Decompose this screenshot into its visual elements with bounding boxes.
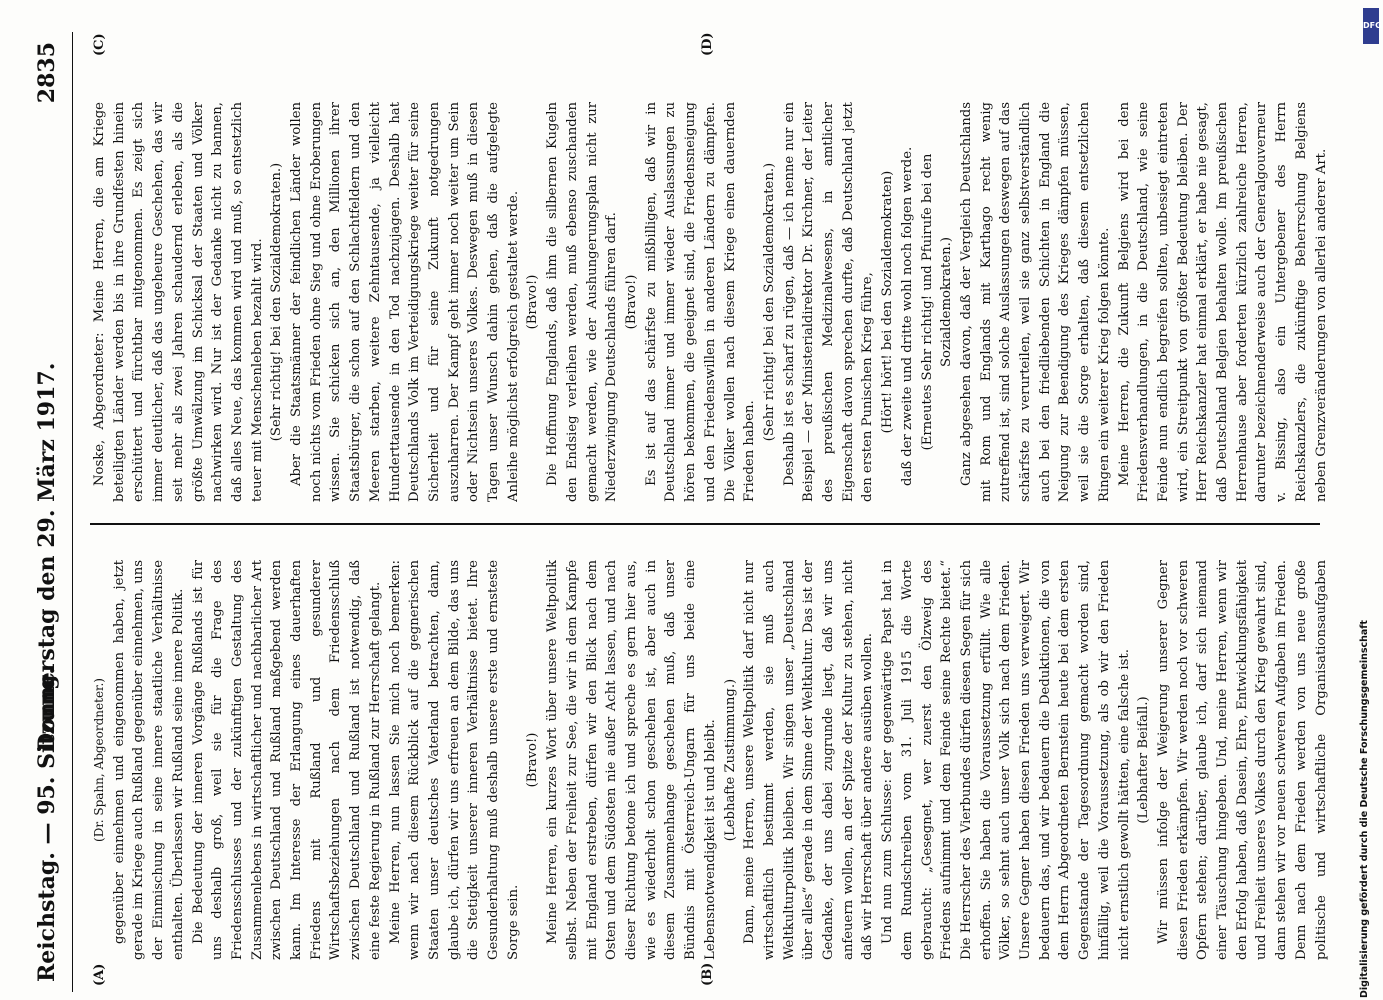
left-text-column bbox=[90, 560, 1330, 960]
rotated-sheet bbox=[8, 32, 1348, 992]
paragraph: Meine Herren, nun lassen Sie mich noch bemerken: wenn wir nach diesem Rückblick auf die gegnerischen Staaten unser deutsches Vaterland betrachten, dann, glaube ich, dürfen wir uns erfreuen an dem Bilde, das uns die Stetigkeit unserer inneren Verhältnisse bietet. Ihre Gesunderhaltung muß deshalb unsere erste und ernsteste Sorge sein. bbox=[387, 560, 521, 960]
interjection: (Bravo!) bbox=[623, 274, 639, 330]
interjection: (Sehr richtig! bei den Sozialdemokraten.) bbox=[761, 162, 777, 442]
paragraph: Meine Herren, ein kurzes Wort über unsere Weltpolitik selbst. Neben der Freiheit zur See, die wir in dem Kampfe mit England erstreben, dürfen wir den Blick nach dem Osten und dem Südosten nie außer Acht lassen, und nach dieser Richtung betone ich und spreche es gern hier aus, wie es wiederholt schon geschehen ist, aber auch in diesem Zusammenhange geschehen muß, daß unser Bündnis mit Österreich-Ungarn für uns beide eine Lebensnotwendigkeit ist und bleibt. bbox=[545, 560, 718, 960]
page-header bbox=[28, 32, 73, 992]
paragraph: Wir müssen infolge der Weigerung unserer Gegner diesen Frieden erkämpfen. Wir werden noch vor schweren Opfern stehen; darüber, glaube ich, darf sich niemand einer Täuschung hingeben. Und, meine Herren, wenn wir den Erfolg haben, daß Dasein, Ehre, Entwicklungsfähigkeit und Freiheit unseres Volkes durch den Krieg gewahrt sind, dann stehen wir vor neuen schweren Aufgaben im Frieden. Denn nach dem Frieden werden von uns neue große politische und wirtschaftliche Organisationsaufgaben bbox=[1155, 560, 1329, 960]
column-divider bbox=[90, 524, 1320, 526]
paragraph: Meine Herren, die Zukunft Belgiens wird bei den Friedensverhandlungen, in die Deutschland, wie seine Feinde nun endlich begreifen sollten, unbesiegt eintreten wird, ein Streitpunkt von größter Bedeutung bleiben. Der Herr Reichskanzler hat einmal erklärt, er habe nie gesagt, daß Deutschland Belgien behalten wolle. Im preußischen Herrenhause aber forderten kürzlich zahlreiche Herren, darunter bezeichnenderweise auch der Generalgouverneur v. Bissing, also ein Untergebener des Herrn Reichskanzlers, die zukünftige Beherrschung Belgiens neben Grenzveränderungen von allerlei anderer Art. bbox=[1116, 102, 1329, 502]
digitization-note bbox=[1359, 8, 1381, 998]
paragraph: Deshalb ist es scharf zu rügen, daß — ich nenne nur ein Beispiel — der Ministerialdirektor Dr. Kirchner, der Leiter des preußischen Medizinalwesens, in amtlicher Eigenschaft davon sprechen durfte, daß Deutschland jetzt den ersten Punischen Krieg führe, bbox=[781, 102, 876, 502]
paragraph: Dann, meine Herren, unsere Weltpolitik darf nicht nur wirtschaftlich bestimmt werden, sie muß auch Weltkulturpolitik bleiben. Wir singen unser „Deutschland über alles“ gerade in dem Sinne der Weltkultur. Das ist der Gedanke, der uns dabei zugrunde liegt, daß wir uns anfeuern wollen, an der Spitze der Kultur zu stehen, nicht daß wir Herrschaft über andere ausüben wollen. bbox=[742, 560, 876, 960]
right-text-column bbox=[90, 102, 1330, 502]
interjection: (Sehr richtig! bei den Sozialdemokraten.) bbox=[269, 162, 285, 442]
interjection: (Hört! hört! bei den Sozialdemokraten) bbox=[880, 170, 896, 434]
interjection: (Erneutes Sehr richtig! und Pfuirufe bei den Sozialdemokraten.) bbox=[919, 153, 955, 451]
digitization-note-text: Digitalisierung gefördert durch die Deutsche Forschungsgemeinschaft bbox=[1359, 620, 1370, 998]
interjection: (Lebhafter Beifall.) bbox=[1136, 696, 1152, 824]
paragraph: Die Hoffnung Englands, daß ihm die silbernen Kugeln den Endsieg verleihen werden, muß ebenso zuschanden gemacht werden, wie der Aushungerungsplan nicht zur Niederzwingung Deutschlands führen darf. bbox=[545, 102, 620, 502]
paragraph: Aber die Staatsmänner der feindlichen Länder wollen noch nichts vom Frieden ohne Sieg und ohne Eroberungen wissen. Sie schicken sich an, den Millionen ihrer Staatsbürger, die schon auf den Schlachtfeldern und den Meeren starben, weitere Zehntausende, ja vielleicht Hunderttausende in den Tod nachzujagen. Deshalb hat Deutschlands Volk im Verteidigungskriege weiter für seine Sicherheit und für seine Zukunft notgedrungen auszuharren. Der Kampf geht immer noch weiter um Sein oder Nichtsein unseres Volkes. Deswegen muß in diesen Tagen unser Wunsch dahin gehen, daß die aufgelegte Anleihe möglichst erfolgreich gestaltet werde. bbox=[289, 102, 521, 502]
speaker-note: (Dr. Spahn, Abgeordneter.) bbox=[92, 678, 106, 842]
paragraph: Und nun zum Schlusse: der gegenwärtige Papst hat in dem Rundschreiben vom 31. Juli 1915 die Worte gebraucht: „Gesegnet, wer zuerst den Ölzweig des Friedens aufnimmt und dem Feinde seine Rechte bietet.“ Die Herrscher des Vierbundes dürfen diesen Segen für sich erhoffen. Sie haben die Voraussetzung erfüllt. Wie alle Völker, so sehnt auch unser Volk sich nach dem Frieden. Unsere Gegner haben diesen Frieden uns verweigert. Wir bedauern das, und wir bedauern die Deduktionen, die von dem Herrn Abgeordneten Bernstein heute bei dem ersten Gegenstande der Tagesordnung gemacht worden sind, hinfällig, weil die Voraussetzung, als ob wir den Frieden nicht ernstlich gewollt hätten, eine falsche ist. bbox=[880, 560, 1132, 960]
margin-marker-d: (D) bbox=[700, 32, 715, 56]
paragraph: daß der zweite und dritte wohl noch folgen werde. bbox=[899, 146, 915, 486]
interjection: (Lebhafte Zustimmung.) bbox=[722, 678, 738, 842]
margin-marker-c: (C) bbox=[92, 33, 107, 56]
speaker-paragraph: Noske, Abgeordneter: Meine Herren, die am Kriege beteiligten Länder werden bis in ihre Grundfesten hinein erschüttert und fürchtbar mitgenommen. Es zeigt sich immer deutlicher, daß das ungeheure Geschehen, das wir seit mehr als zwei Jahren schaudernd erleben, als die größte Umwälzung im Schicksal der Staaten und Völker nachwirken wird. Nur ist der Gedanke nicht zu bannen, daß alles Neue, das kommen wird und muß, so entsetzlich teuer mit Menschenleben bezahlt wird. bbox=[92, 102, 265, 502]
margin-marker-a: (A) bbox=[92, 963, 107, 986]
paragraph: Es ist auf das schärfste zu mißbilligen, daß wir in Deutschland immer und immer wieder Auslassungen zu hören bekommen, die geeignet sind, die Friedensneigung und den Friedenswillen in anderen Ländern zu dämpfen. Die Völker wollen nach diesem Kriege einen dauernden Frieden haben. bbox=[643, 102, 758, 502]
paragraph: Die Bedeutung der inneren Vorgänge Rußlands ist für uns deshalb groß, weil sie für die Frage des Friedensschlusses und der zukünftigen Gestaltung des Zusammenlebens in wirtschaftlicher und nachbarlicher Art zwischen Deutschland und Rußland maßgebend werden kann. Im Interesse der Erlangung eines dauerhaften Friedens mit Rußland und gesunderer Wirtschaftsbeziehungen nach dem Friedensschluß zwischen Deutschland und Rußland ist notwendig, daß eine feste Regierung in Rußland zur Herrschaft gelangt. bbox=[190, 560, 383, 960]
interjection: (Bravo!) bbox=[525, 732, 541, 788]
paragraph: gegenüber einnehmen und eingenommen haben, jetzt gerade im Kriege auch Rußland gegenüber einnehmen, uns der Einmischung in seine innere staatliche Verhältnisse enthalten. Überlassen wir Rußland seine innere Politik. bbox=[111, 560, 186, 960]
dfg-logo: DFG bbox=[1363, 8, 1379, 44]
margin-marker-b: (B) bbox=[700, 962, 715, 986]
paragraph: Ganz abgesehen davon, daß der Vergleich Deutschlands mit Rom und Englands mit Karthago recht wenig zutreffend ist, sind solche Auslassungen deswegen auf das schärfste zu verurteilen, weil sie ganz selbstverständlich auch bei den friedliebenden Schichten in England die Neigung zur Beendigung des Krieges dämpfen müssen, weil sie die Sorge erhalten, daß diesem entsetzlichen Ringen ein weiterer Krieg folgen könnte. bbox=[958, 102, 1112, 502]
header-session: Reichstag. — 95. Sitzung. bbox=[34, 666, 60, 982]
interjection: (Bravo!) bbox=[525, 274, 541, 330]
page-number: 2835 bbox=[34, 42, 60, 104]
header-date: Donnerstag den 29. März 1917. bbox=[34, 362, 60, 752]
